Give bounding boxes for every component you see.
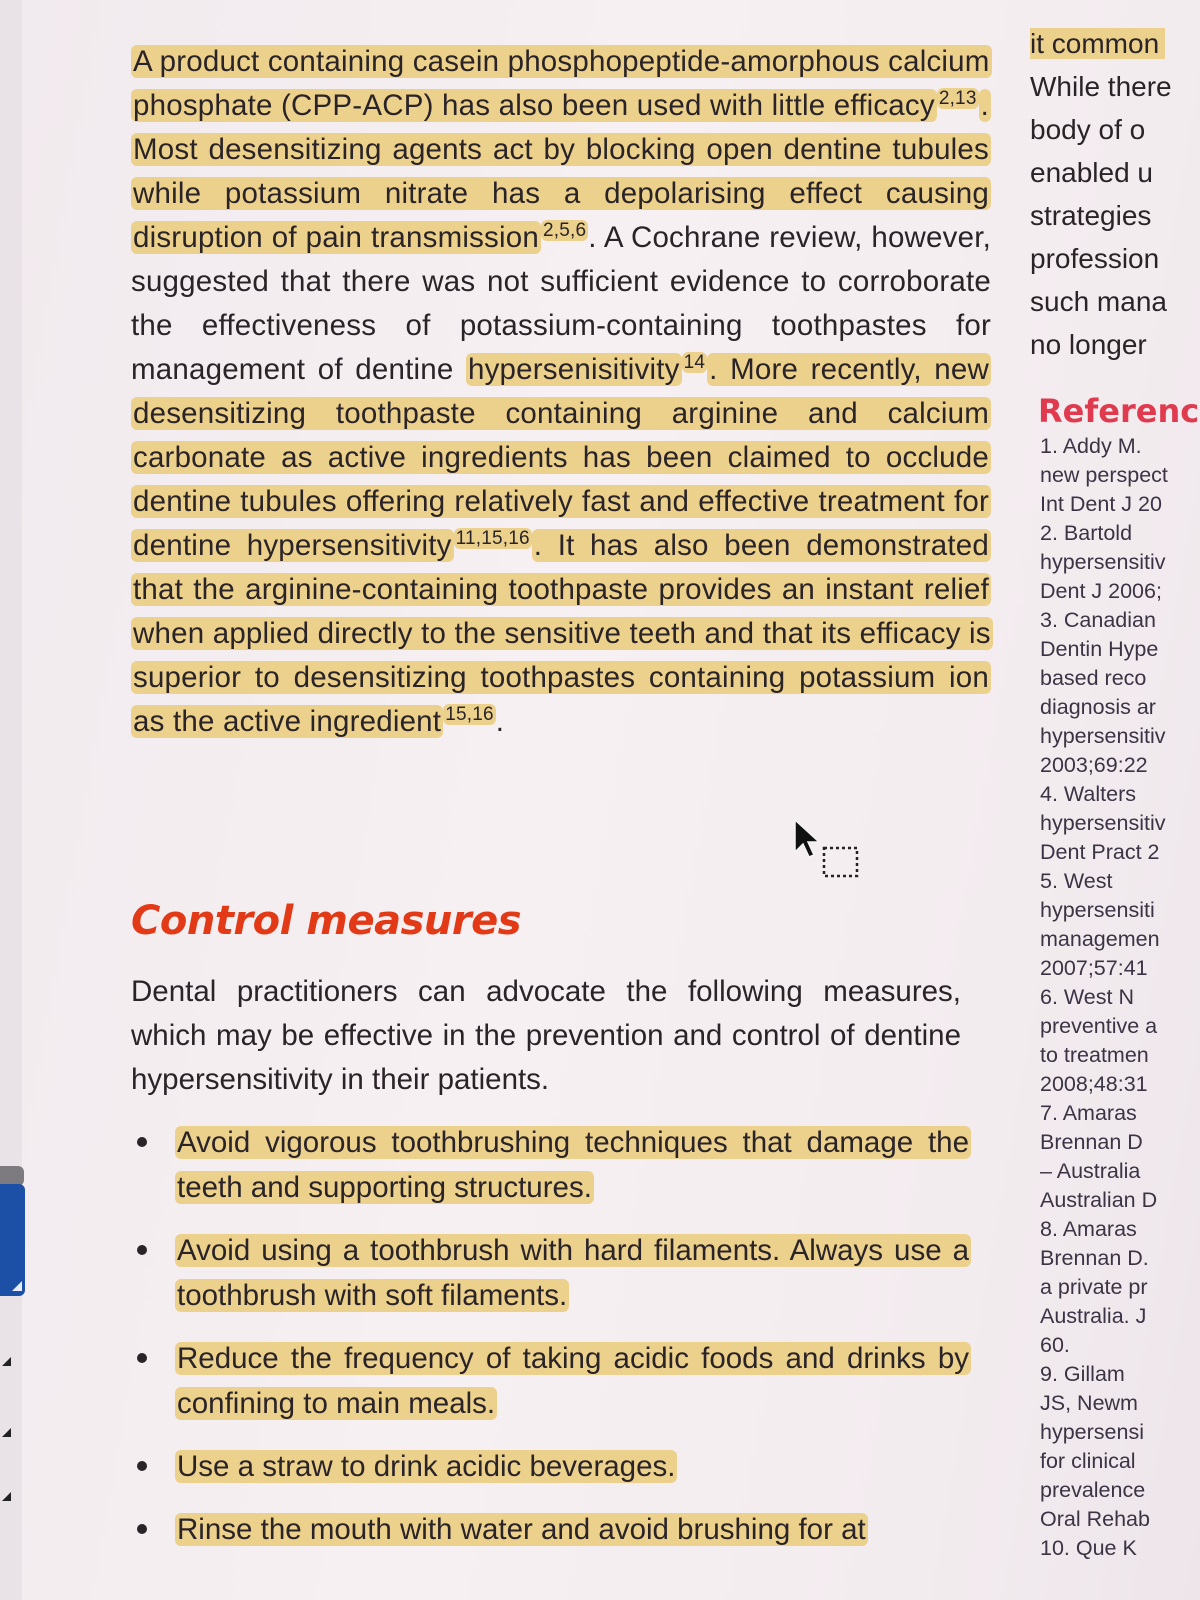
reference-line: Australian D: [1040, 1188, 1158, 1212]
references-heading: Referenc: [1038, 392, 1200, 430]
highlighted-text: Reduce the frequency of taking acidic foods and drinks by confining to main meals.: [177, 1342, 969, 1420]
reference-line: a private pr: [1040, 1275, 1148, 1299]
reference-line: Dent Pract 2: [1040, 840, 1160, 864]
right-text-column: [1030, 0, 1200, 1600]
citation: 2,13: [938, 88, 977, 110]
text-line: enabled u: [1030, 157, 1154, 188]
reference-line: prevalence: [1040, 1478, 1146, 1502]
side-panel-tab[interactable]: [0, 1184, 25, 1296]
reference-line: diagnosis ar: [1040, 695, 1156, 719]
reference-line: 2007;57:41: [1040, 956, 1148, 980]
edge-marker-icon: [2, 1428, 11, 1437]
highlighted-text: . Most desensitizing agents act by blocking open dentine tubules while potassium nitrate has a depolarising effect causing disruption of pain transmission: [133, 89, 989, 254]
main-text-column: [131, 40, 991, 744]
bullet-icon: [137, 1461, 147, 1471]
edge-marker-icon: [2, 1357, 11, 1366]
citation: 14: [683, 352, 706, 374]
reference-line: 3. Canadian: [1040, 608, 1156, 632]
highlighted-text: . It has also been demonstrated that the arginine-containing toothpaste provides an instant relief when applied directly to the sensitive teeth and that its efficacy is superior to desensitizing toothpastes containing potassium ion as the active ingredient: [133, 529, 991, 738]
reference-line: 6. West N: [1040, 985, 1134, 1009]
reference-line: Australia. J: [1040, 1304, 1147, 1328]
reference-line: Dent J 2006;: [1040, 579, 1162, 603]
section-heading: Control measures: [131, 898, 522, 944]
text-line: body of o: [1030, 114, 1146, 145]
reference-line: 4. Walters: [1040, 782, 1136, 806]
bullet-list: [131, 1120, 971, 1552]
list-item: [131, 1228, 971, 1318]
bullet-icon: [137, 1137, 147, 1147]
reference-line: Brennan D.: [1040, 1246, 1149, 1270]
text-line: [1030, 22, 1200, 65]
reference-line: preventive a: [1040, 1014, 1158, 1038]
reference-line: Brennan D: [1040, 1130, 1143, 1154]
body-paragraph: [131, 40, 991, 744]
highlighted-text: Rinse the mouth with water and avoid brushing for at: [177, 1513, 866, 1546]
reference-line: Oral Rehab: [1040, 1507, 1150, 1531]
mouse-cursor: [793, 818, 863, 882]
reference-line: JS, Newm: [1040, 1391, 1138, 1415]
list-item: [131, 1507, 971, 1552]
highlighted-text: Avoid vigorous toothbrushing techniques that damage the teeth and supporting structures.: [177, 1126, 969, 1204]
resize-corner-icon: [12, 1281, 22, 1291]
bullet-icon: [137, 1245, 147, 1255]
text-line: no longer: [1030, 329, 1147, 360]
reference-line: 2003;69:22: [1040, 753, 1148, 777]
bullet-icon: [137, 1353, 147, 1363]
text-line: profession: [1030, 243, 1160, 274]
reference-line: hypersensiti: [1040, 898, 1155, 922]
reference-line: 9. Gillam: [1040, 1362, 1125, 1386]
text-line: While there: [1030, 71, 1172, 102]
reference-line: 5. West: [1040, 869, 1113, 893]
selection-box-icon: [824, 848, 857, 876]
reference-line: Int Dent J 20: [1040, 492, 1162, 516]
reference-line: hypersensitiv: [1040, 811, 1166, 835]
citation: 15,16: [445, 704, 494, 726]
reference-line: new perspect: [1040, 463, 1168, 487]
reference-line: 60.: [1040, 1333, 1070, 1357]
reference-line: 10. Que K: [1040, 1536, 1137, 1560]
highlighted-text: A product containing casein phosphopeptide-amorphous calcium phosphate (CPP-ACP) has also been used with little efficacy: [133, 45, 990, 122]
citation: 11,15,16: [455, 528, 530, 550]
reference-line: 1. Addy M.: [1040, 434, 1142, 458]
reference-line: hypersensitiv: [1040, 724, 1166, 748]
reference-line: – Australia: [1040, 1159, 1141, 1183]
reference-line: for clinical: [1040, 1449, 1136, 1473]
reference-line: hypersensi: [1040, 1420, 1144, 1444]
highlighted-text: Use a straw to drink acidic beverages.: [177, 1450, 676, 1483]
intro-paragraph: Dental practitioners can advocate the following measures, which may be effective in the prevention and control of dentine hypersensitivity in their patients.: [131, 975, 961, 1096]
highlighted-text: Avoid using a toothbrush with hard filaments. Always use a toothbrush with soft filaments.: [177, 1234, 969, 1312]
reference-line: managemen: [1040, 927, 1160, 951]
paragraph-text: . A Cochrane review, however, suggested that there was not sufficient evidence to corroborate the effectiveness of potassium-containing toothpastes for management of dentine: [131, 221, 992, 386]
paragraph-text: .: [495, 705, 505, 738]
right-column-text: [1030, 22, 1200, 366]
list-item: [131, 1120, 971, 1210]
list-item: [131, 1336, 971, 1426]
reference-line: 7. Amaras: [1040, 1101, 1137, 1125]
reference-line: 2. Bartold: [1040, 521, 1133, 545]
reference-line: based reco: [1040, 666, 1147, 690]
list-item: [131, 1444, 971, 1489]
scrollbar-grip[interactable]: [0, 1166, 24, 1186]
highlighted-text: . More recently, new desensitizing toothpaste containing arginine and calcium carbonate as active ingredients has been claimed to occlude dentine tubules offering relatively fast and effective treatment for dentine hypersensitivity: [133, 353, 989, 562]
reference-line: Dentin Hype: [1040, 637, 1159, 661]
reference-line: 2008;48:31: [1040, 1072, 1148, 1096]
reference-line: to treatmen: [1040, 1043, 1149, 1067]
reference-line: hypersensitiv: [1040, 550, 1166, 574]
edge-marker-icon: [2, 1492, 11, 1501]
mouse-pointer-icon: [793, 818, 863, 882]
references-list: [1040, 432, 1200, 1563]
text-line: strategies: [1030, 200, 1152, 231]
bullet-icon: [137, 1524, 147, 1534]
text-line: such mana: [1030, 286, 1167, 317]
highlighted-text: it common: [1030, 28, 1165, 59]
citation: 2,5,6: [542, 220, 587, 242]
reference-line: 8. Amaras: [1040, 1217, 1137, 1241]
highlighted-text: hypersenisitivity: [468, 353, 680, 386]
